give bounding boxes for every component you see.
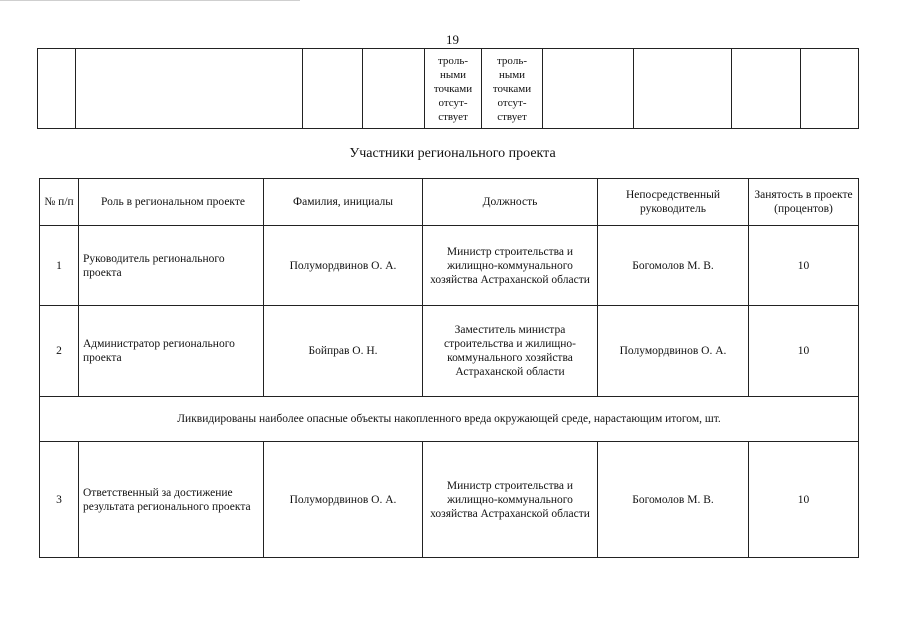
- row-employment: 10: [749, 306, 859, 397]
- table-row: [40, 306, 859, 397]
- row-head: Полумордвинов О. А.: [598, 306, 749, 397]
- section-title: Участники регионального проекта: [349, 146, 556, 161]
- header-num: № п/п: [40, 179, 79, 226]
- row-head: Богомолов М. В.: [598, 442, 749, 558]
- table-row: [40, 226, 859, 306]
- continued-table-fragment: [37, 48, 859, 129]
- participants-table: [39, 178, 859, 558]
- header-position: Должность: [423, 179, 598, 226]
- fragment-cell: [634, 49, 732, 129]
- header-head: Непосредственный руководитель: [598, 179, 749, 226]
- table-header-row: [40, 179, 859, 226]
- fragment-text: трoль-: [496, 54, 528, 67]
- row-employment: 10: [749, 226, 859, 306]
- fragment-cell-text-a: [425, 49, 482, 129]
- row-num: 2: [40, 306, 79, 397]
- fragment-text: ными: [498, 68, 526, 81]
- row-num: 1: [40, 226, 79, 306]
- fragment-cell: [363, 49, 425, 129]
- row-role: Руководитель регионального проекта: [79, 226, 264, 306]
- fragment-cell: [732, 49, 801, 129]
- fragment-text: точками: [433, 82, 473, 95]
- fragment-text: ными: [439, 68, 467, 81]
- row-employment: 10: [749, 442, 859, 558]
- row-role: Администратор регионального проекта: [79, 306, 264, 397]
- row-position: Министр строительства и жилищно-коммунального хозяйства Астраханской области: [423, 442, 598, 558]
- fragment-cell: [801, 49, 859, 129]
- result-heading-row: [40, 397, 859, 442]
- table-row: [40, 442, 859, 558]
- fragment-cell: [38, 49, 76, 129]
- fragment-text: ствует: [497, 110, 527, 123]
- row-name: Полумордвинов О. А.: [264, 226, 423, 306]
- scan-artifact-line: [0, 0, 300, 4]
- fragment-text: трoль-: [437, 54, 469, 67]
- fragment-text: ствует: [438, 110, 468, 123]
- row-role: Ответственный за достижение результата регионального проекта: [79, 442, 264, 558]
- fragment-text: отсут-: [497, 96, 527, 109]
- fragment-text: отсут-: [438, 96, 468, 109]
- header-role: Роль в региональном проекте: [79, 179, 264, 226]
- row-position: Министр строительства и жилищно-коммунального хозяйства Астраханской области: [423, 226, 598, 306]
- header-employment: Занятость в проекте (процентов): [749, 179, 859, 226]
- fragment-cell: [76, 49, 303, 129]
- header-name: Фамилия, инициалы: [264, 179, 423, 226]
- row-name: Бойправ О. Н.: [264, 306, 423, 397]
- fragment-row: [38, 49, 859, 129]
- page-number: 19: [446, 32, 459, 47]
- fragment-cell: [303, 49, 363, 129]
- row-num: 3: [40, 442, 79, 558]
- fragment-cell-text-b: [482, 49, 543, 129]
- fragment-cell: [543, 49, 634, 129]
- row-name: Полумордвинов О. А.: [264, 442, 423, 558]
- row-position: Заместитель министра строительства и жилищно-коммунального хозяйства Астраханской области: [423, 306, 598, 397]
- fragment-text: точками: [492, 82, 532, 95]
- row-head: Богомолов М. В.: [598, 226, 749, 306]
- result-heading: Ликвидированы наиболее опасные объекты накопленного вреда окружающей среде, нарастающим итогом, шт.: [40, 397, 859, 442]
